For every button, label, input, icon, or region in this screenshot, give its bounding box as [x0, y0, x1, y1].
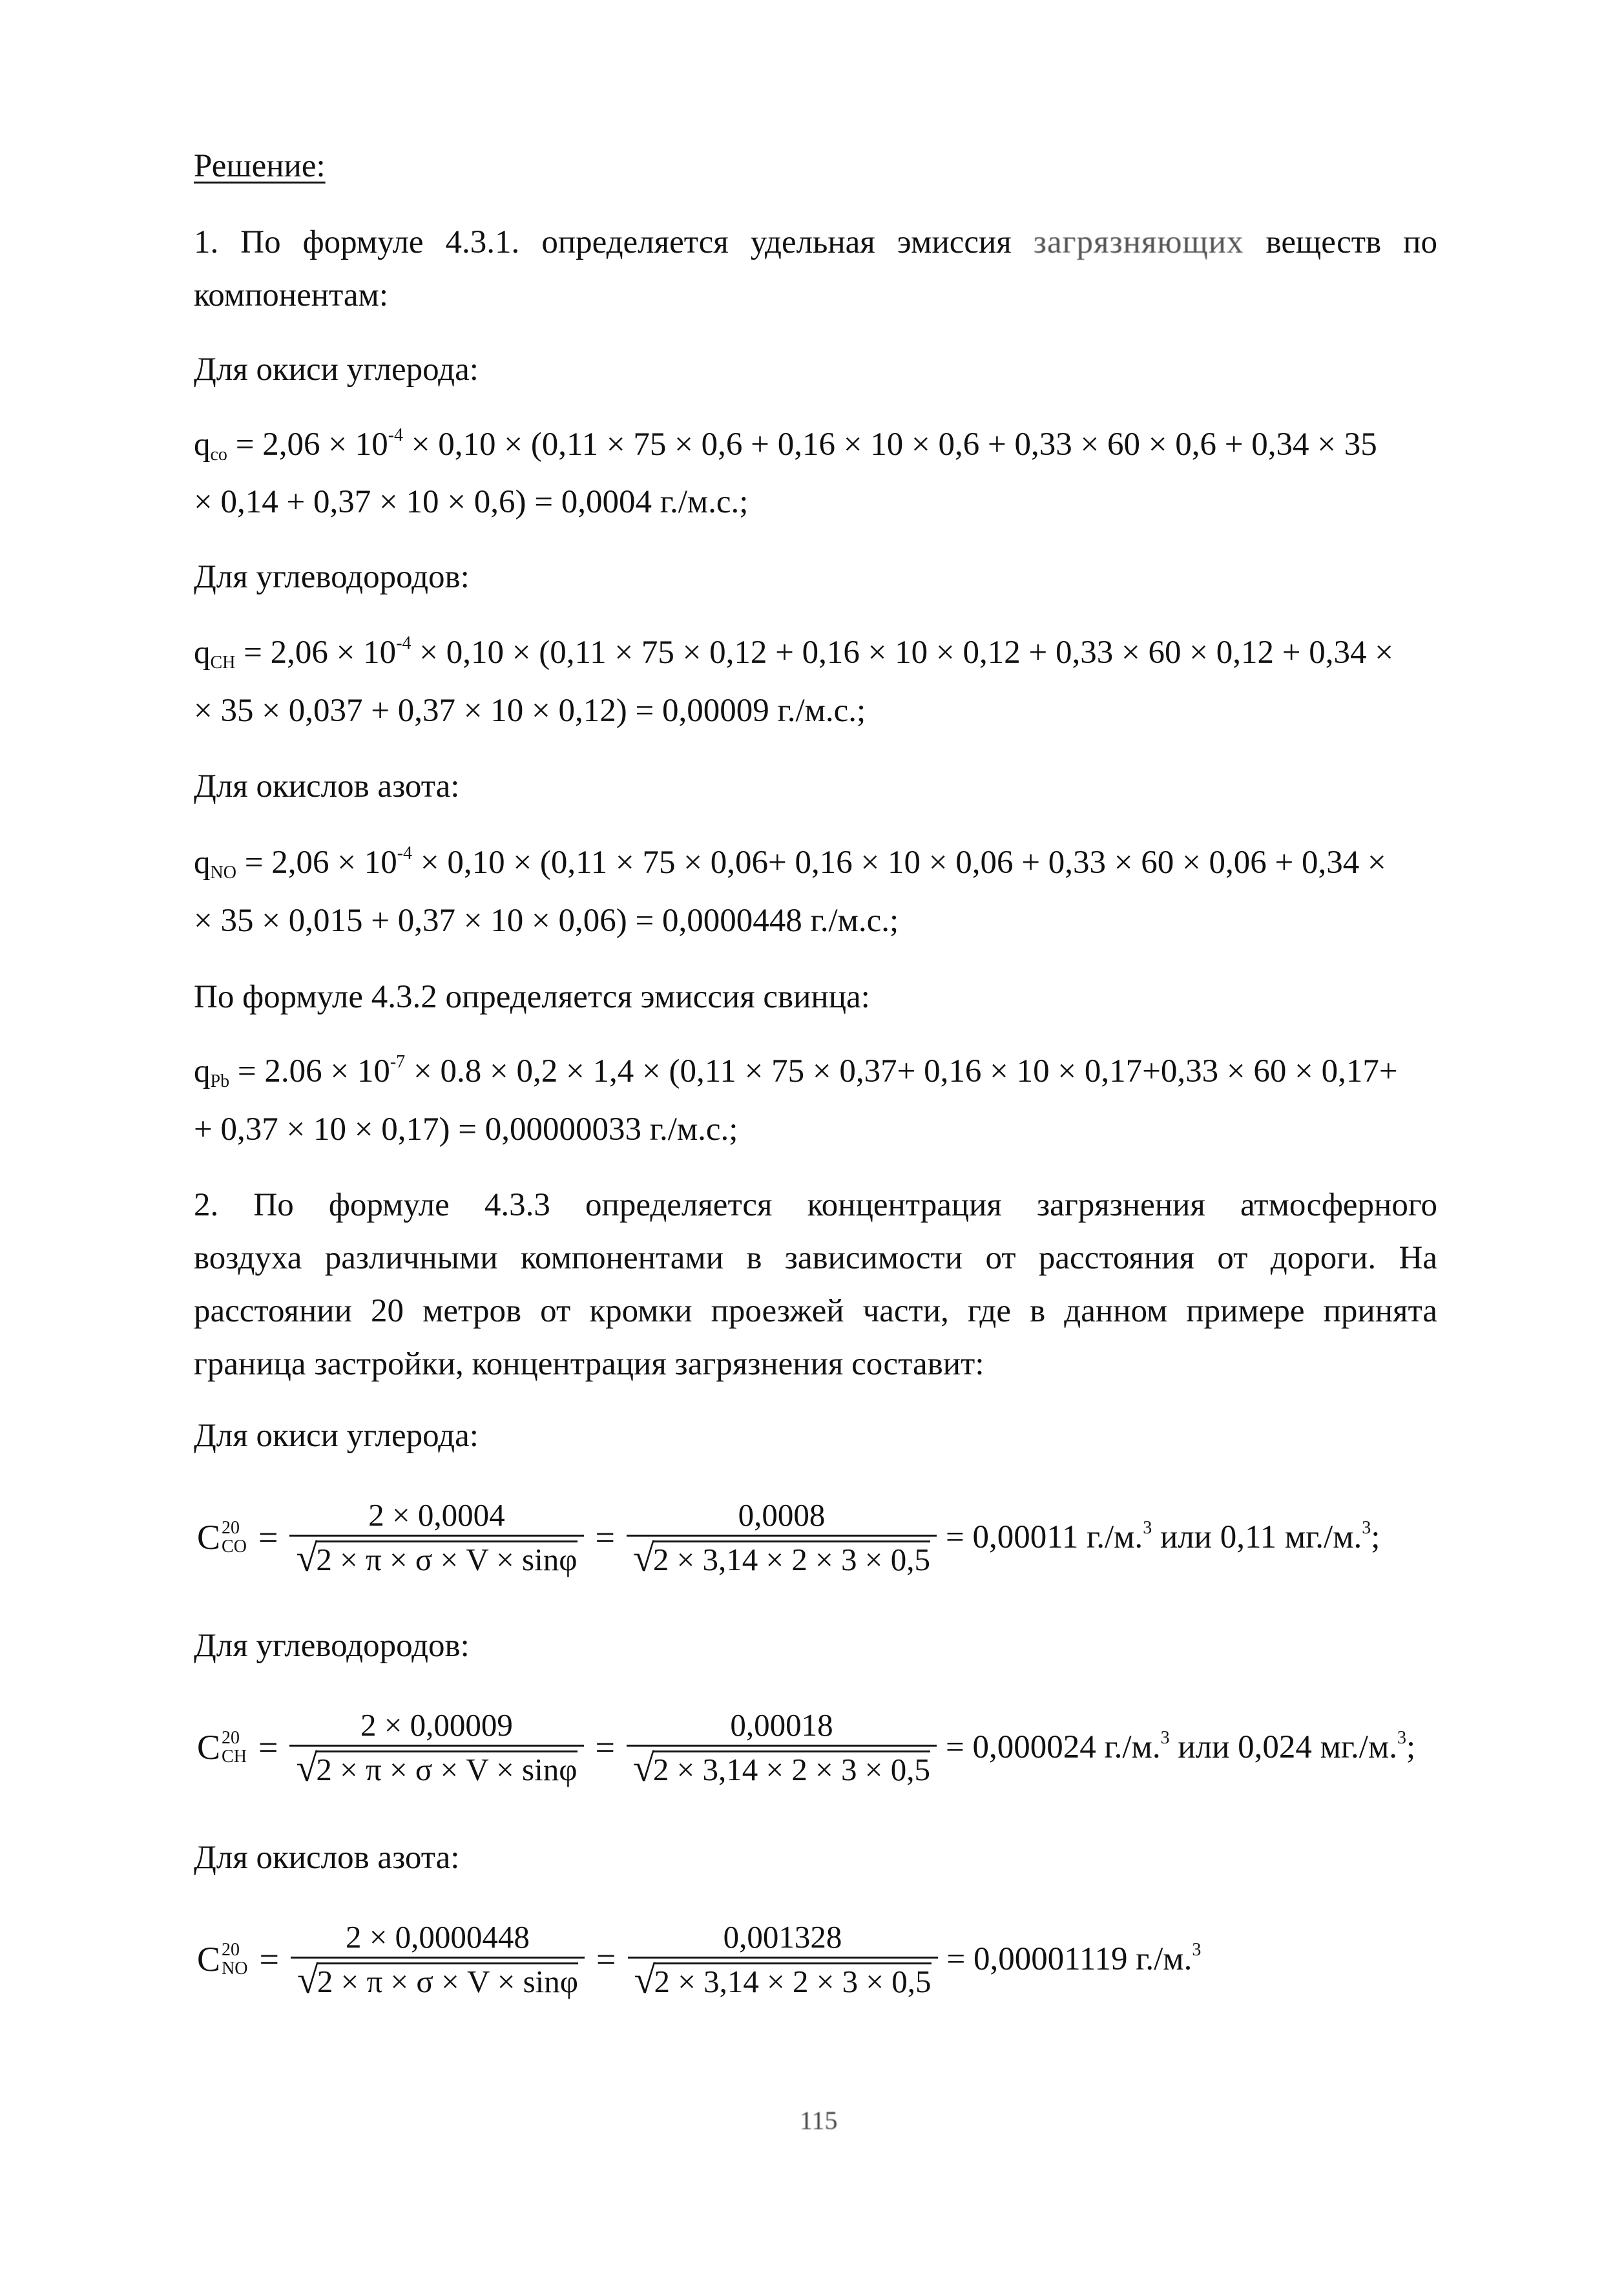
c-ch-label: Для углеводородов:	[194, 1628, 470, 1664]
radicand: 2 × 3,14 × 2 × 3 × 0,5	[652, 1542, 930, 1577]
equals-sign: =	[258, 1518, 278, 1557]
q-pb-exponent: -7	[390, 1052, 406, 1072]
result-exponent: 3	[1160, 1727, 1170, 1748]
paragraph-2-line-3: расстоянии 20 метров от кромки проезжей части, где в данном примере принята	[194, 1293, 1437, 1329]
paragraph-1-line-1	[194, 226, 1437, 259]
radical-sign: √	[634, 1959, 656, 2001]
radicand: 2 × π × σ × V × sinφ	[316, 1542, 578, 1577]
q-ch-exponent: -4	[396, 633, 411, 653]
paragraph-2-line-4: граница застройки, концентрация загрязнения составит:	[194, 1346, 984, 1382]
q-no-exponent: -4	[397, 843, 413, 863]
denominator	[289, 1747, 583, 1789]
subscript: NO	[222, 1959, 248, 1979]
superscript: 20	[222, 1939, 240, 1960]
q-co-line-1	[194, 425, 1377, 465]
fraction-symbolic	[289, 1707, 583, 1789]
subscript: CH	[222, 1747, 247, 1767]
result	[946, 1939, 1202, 1977]
square-root	[296, 1537, 578, 1579]
square-root	[632, 1537, 930, 1579]
no-label: Для окислов азота:	[194, 768, 460, 804]
q-subscript: CH	[210, 653, 236, 673]
result-text: = 0,00011 г./м.	[945, 1519, 1143, 1555]
denominator	[291, 1959, 585, 2001]
radical-sign: √	[632, 1537, 654, 1579]
q-co-line-2: × 0,14 + 0,37 × 10 × 0,6) = 0,0004 г./м.с.;	[194, 484, 749, 520]
result-exponent: 3	[1143, 1517, 1152, 1538]
q-ch-line-2: × 35 × 0,037 + 0,37 × 10 × 0,12) = 0,00009 г./м.с.;	[194, 693, 866, 729]
radicand: 2 × 3,14 × 2 × 3 × 0,5	[654, 1964, 932, 1999]
fraction-numeric	[627, 1707, 937, 1789]
denominator	[627, 1537, 937, 1579]
q-symbol: q	[194, 845, 211, 881]
co-label: Для окиси углерода:	[194, 352, 479, 388]
radicand: 2 × π × σ × V × sinφ	[317, 1964, 579, 1999]
denominator	[289, 1537, 583, 1579]
fraction-numeric	[628, 1919, 938, 2001]
result-text: = 0,00001119 г./м.	[946, 1940, 1192, 1977]
q-co-exponent: -4	[388, 425, 404, 445]
paragraph-2-line-1: 2. По формуле 4.3.3 определяется концентрация загрязнения атмосферного	[194, 1187, 1437, 1223]
pb-intro: По формуле 4.3.2 определяется эмиссия свинца:	[194, 979, 870, 1015]
result-text: = 0,000024 г./м.	[945, 1729, 1161, 1765]
equals-sign: =	[258, 1728, 278, 1767]
q-symbol: q	[194, 635, 211, 671]
paragraph-1-text-b: веществ по	[1244, 224, 1437, 260]
result-exponent: 3	[1192, 1939, 1202, 1960]
numerator: 2 × 0,0000448	[346, 1919, 530, 1955]
numerator: 2 × 0,0004	[368, 1497, 505, 1533]
concentration-symbol: C 20 NO	[197, 1939, 248, 1979]
radical-sign: √	[296, 1537, 318, 1579]
fraction-symbolic	[289, 1497, 583, 1579]
numerator: 2 × 0,00009	[360, 1707, 513, 1743]
q-subscript: NO	[210, 863, 236, 883]
q-pb-line-1	[194, 1052, 1398, 1091]
superscript: 20	[222, 1727, 240, 1748]
page-number: 115	[800, 2106, 838, 2135]
radical-sign: √	[297, 1959, 318, 2001]
fraction-numeric	[627, 1497, 937, 1579]
q-pb-line-2: + 0,37 × 10 × 0,17) = 0,00000033 г./м.с.;	[194, 1111, 738, 1148]
q-no-text: = 2,06 × 10	[236, 845, 397, 881]
result-tail: или 0,024 мг./м.	[1169, 1729, 1397, 1765]
concentration-symbol: C 20 CO	[197, 1517, 247, 1557]
square-root	[297, 1959, 579, 2001]
q-co-text: = 2,06 × 10	[227, 426, 388, 463]
q-pb-text-rest: × 0.8 × 0,2 × 1,4 × (0,11 × 75 × 0,37+ 0,16 × 10 × 0,17+0,33 × 60 × 0,17+	[405, 1053, 1398, 1089]
c-co-formula	[197, 1497, 1380, 1579]
solution-heading: Решение:	[194, 148, 326, 184]
radicand: 2 × 3,14 × 2 × 3 × 0,5	[652, 1752, 930, 1787]
numerator: 0,0008	[738, 1497, 826, 1533]
result-exponent-2: 3	[1362, 1517, 1371, 1538]
result-end: ;	[1406, 1729, 1416, 1765]
superscript: 20	[222, 1517, 240, 1538]
numerator: 0,001328	[723, 1919, 842, 1955]
square-root	[296, 1747, 578, 1789]
c-co-label: Для окиси углерода:	[194, 1418, 479, 1454]
q-subscript: co	[210, 445, 227, 465]
equals-sign: =	[259, 1940, 279, 1979]
denominator	[627, 1747, 937, 1789]
fraction-symbolic	[291, 1919, 585, 2001]
paragraph-1-line-2: компонентам:	[194, 277, 388, 313]
result	[945, 1727, 1416, 1765]
subscript: CO	[222, 1537, 247, 1557]
c-no-formula	[197, 1919, 1202, 2001]
c-ch-formula	[197, 1707, 1416, 1789]
concentration-symbol: C 20 CH	[197, 1727, 247, 1767]
radical-sign: √	[632, 1747, 654, 1789]
result-exponent-2: 3	[1397, 1727, 1406, 1748]
square-root	[632, 1747, 930, 1789]
equals-sign: =	[595, 1728, 615, 1767]
q-ch-text: = 2,06 × 10	[235, 635, 397, 671]
q-symbol: q	[194, 426, 211, 463]
equals-sign: =	[596, 1940, 616, 1979]
q-no-line-2: × 35 × 0,015 + 0,37 × 10 × 0,06) = 0,0000448 г./м.с.;	[194, 903, 899, 939]
q-ch-text-rest: × 0,10 × (0,11 × 75 × 0,12 + 0,16 × 10 × 0,12 + 0,33 × 60 × 0,12 + 0,34 ×	[411, 635, 1394, 671]
result-tail: или 0,11 мг./м.	[1152, 1519, 1362, 1555]
paragraph-2-line-2: воздуха различными компонентами в зависимости от расстояния от дороги. На	[194, 1240, 1437, 1276]
q-no-text-rest: × 0,10 × (0,11 × 75 × 0,06+ 0,16 × 10 × 0,06 + 0,33 × 60 × 0,06 + 0,34 ×	[412, 845, 1386, 881]
c-no-label: Для окислов азота:	[194, 1840, 460, 1876]
radical-sign: √	[296, 1747, 318, 1789]
ch-label: Для углеводородов:	[194, 559, 470, 595]
numerator: 0,00018	[730, 1707, 833, 1743]
square-root	[634, 1959, 932, 2001]
paragraph-1-text-a: 1. По формуле 4.3.1. определяется удельная эмиссия	[194, 224, 1034, 260]
q-ch-line-1	[194, 633, 1394, 673]
q-no-line-1	[194, 843, 1386, 883]
equals-sign: =	[595, 1518, 615, 1557]
result	[945, 1517, 1380, 1555]
smudged-word: загрязняющих	[1033, 224, 1244, 260]
q-co-text-rest: × 0,10 × (0,11 × 75 × 0,6 + 0,16 × 10 × 0,6 + 0,33 × 60 × 0,6 + 0,34 × 35	[403, 426, 1377, 463]
q-symbol: q	[194, 1053, 211, 1089]
q-subscript: Pb	[210, 1071, 230, 1091]
result-end: ;	[1371, 1519, 1380, 1555]
radicand: 2 × π × σ × V × sinφ	[316, 1752, 578, 1787]
q-pb-text: = 2.06 × 10	[229, 1053, 390, 1089]
denominator	[628, 1959, 938, 2001]
